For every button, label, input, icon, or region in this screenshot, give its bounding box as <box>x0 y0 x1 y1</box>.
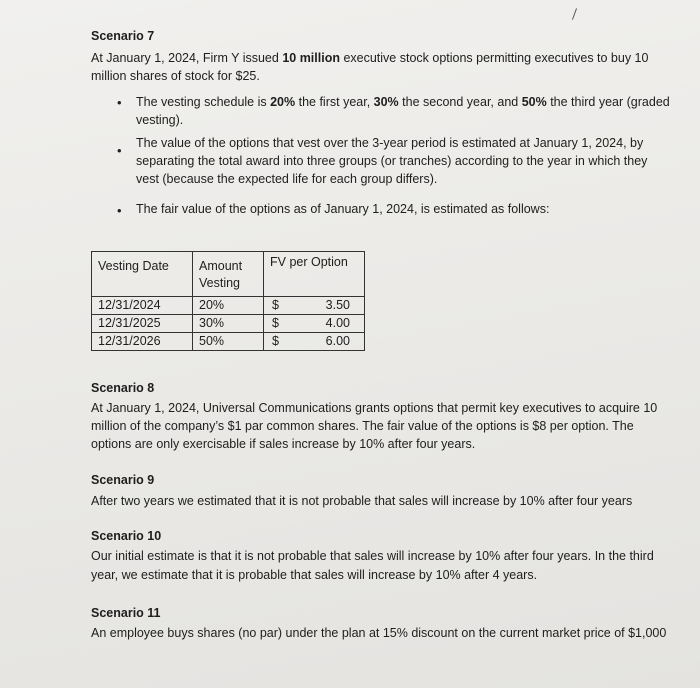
money-cell <box>264 333 364 349</box>
scenario-10-title: Scenario 10 <box>91 529 162 543</box>
text-run: the first year, <box>295 95 374 109</box>
header-line: Vesting <box>199 276 241 290</box>
pen-mark <box>572 8 577 20</box>
cell-fv <box>264 315 365 333</box>
emphasis: 10 million <box>282 51 340 65</box>
table-row <box>92 315 365 333</box>
header-vesting-date <box>92 252 193 297</box>
table-row <box>92 297 365 315</box>
scenario-11-line-1: An employee buys shares (no par) under the plan at 15% discount on the current market price of $1,000 <box>91 626 667 640</box>
scenario-8-title: Scenario 8 <box>91 381 155 395</box>
cell-text: 12/31/2024 <box>98 298 161 312</box>
money-cell <box>264 315 364 331</box>
cell-date <box>92 297 193 315</box>
emphasis: 20% <box>270 95 296 109</box>
cell-text: 30% <box>199 316 225 330</box>
cell-text: 12/31/2025 <box>98 316 161 330</box>
text-run: executive stock options permitting executives to buy 10 <box>339 51 649 65</box>
scenario-8-line-3: options are only exercisable if sales increase by 10% after four years. <box>91 437 476 451</box>
scenario-11-title: Scenario 11 <box>91 606 161 620</box>
cell-pct <box>193 315 264 333</box>
emphasis: 50% <box>521 95 547 109</box>
text-run: the second year, and <box>398 95 522 109</box>
header-text: FV per Option <box>270 255 348 269</box>
table-header-row <box>92 252 365 297</box>
cell-text: 50% <box>199 334 225 348</box>
bullet-2-marker: • <box>117 143 122 158</box>
cell-pct <box>193 333 264 351</box>
bullet-1-line-1 <box>136 93 670 111</box>
currency-symbol: $ <box>272 316 279 330</box>
scenario-8-line-2: million of the company’s $1 par common shares. The fair value of the options is $8 per option. The <box>91 419 634 433</box>
cell-text: 12/31/2026 <box>98 334 161 348</box>
bullet-2-line-3: vest (because the expected life for each group differs). <box>136 172 438 186</box>
cell-pct <box>193 297 264 315</box>
text-run: At January 1, 2024, Firm Y issued <box>91 51 283 65</box>
cell-fv <box>264 297 365 315</box>
cell-fv <box>264 333 365 351</box>
scenario-10-line-2: year, we estimate that it is probable that sales will increase by 10% after 4 years. <box>91 568 538 582</box>
bullet-2-line-1: The value of the options that vest over the 3-year period is estimated at January 1, 2024, by <box>136 136 644 150</box>
header-text: Vesting Date <box>98 259 169 273</box>
cell-date <box>92 333 193 351</box>
bullet-1-line-2: vesting). <box>136 113 184 127</box>
fv-value: 4.00 <box>325 316 350 330</box>
table-row <box>92 333 365 351</box>
scenario-7-intro-line-1 <box>91 49 648 67</box>
fv-value: 6.00 <box>325 334 350 348</box>
money-cell <box>264 297 364 313</box>
cell-text: 20% <box>199 298 225 312</box>
scenario-9-line-1: After two years we estimated that it is not probable that sales will increase by 10% after four years <box>91 494 633 508</box>
bullet-1-marker: • <box>117 95 122 110</box>
header-amount-vesting <box>193 252 264 297</box>
header-line: Amount <box>199 259 243 273</box>
scenario-10-line-1: Our initial estimate is that it is not probable that sales will increase by 10% after four years. In the third <box>91 549 654 563</box>
fv-value: 3.50 <box>325 298 350 312</box>
text-run: the third year (graded <box>546 95 670 109</box>
fair-value-table <box>91 251 365 351</box>
scenario-7-title: Scenario 7 <box>91 29 155 43</box>
scenario-8-line-1: At January 1, 2024, Universal Communications grants options that permit key executives to acquire 10 <box>91 401 658 415</box>
scenario-7-intro-line-2: million shares of stock for $25. <box>91 69 260 83</box>
cell-date <box>92 315 193 333</box>
bullet-2-line-2: separating the total award into three groups (or tranches) according to the year in which they <box>136 154 648 168</box>
text-run: The vesting schedule is <box>136 95 271 109</box>
scenario-9-title: Scenario 9 <box>91 473 155 487</box>
emphasis: 30% <box>373 95 399 109</box>
bullet-3-line-1: The fair value of the options as of January 1, 2024, is estimated as follows: <box>136 202 550 216</box>
header-text <box>193 252 263 292</box>
bullet-3-marker: • <box>117 203 122 218</box>
header-fv-per-option <box>264 252 365 297</box>
currency-symbol: $ <box>272 334 279 348</box>
currency-symbol: $ <box>272 298 279 312</box>
